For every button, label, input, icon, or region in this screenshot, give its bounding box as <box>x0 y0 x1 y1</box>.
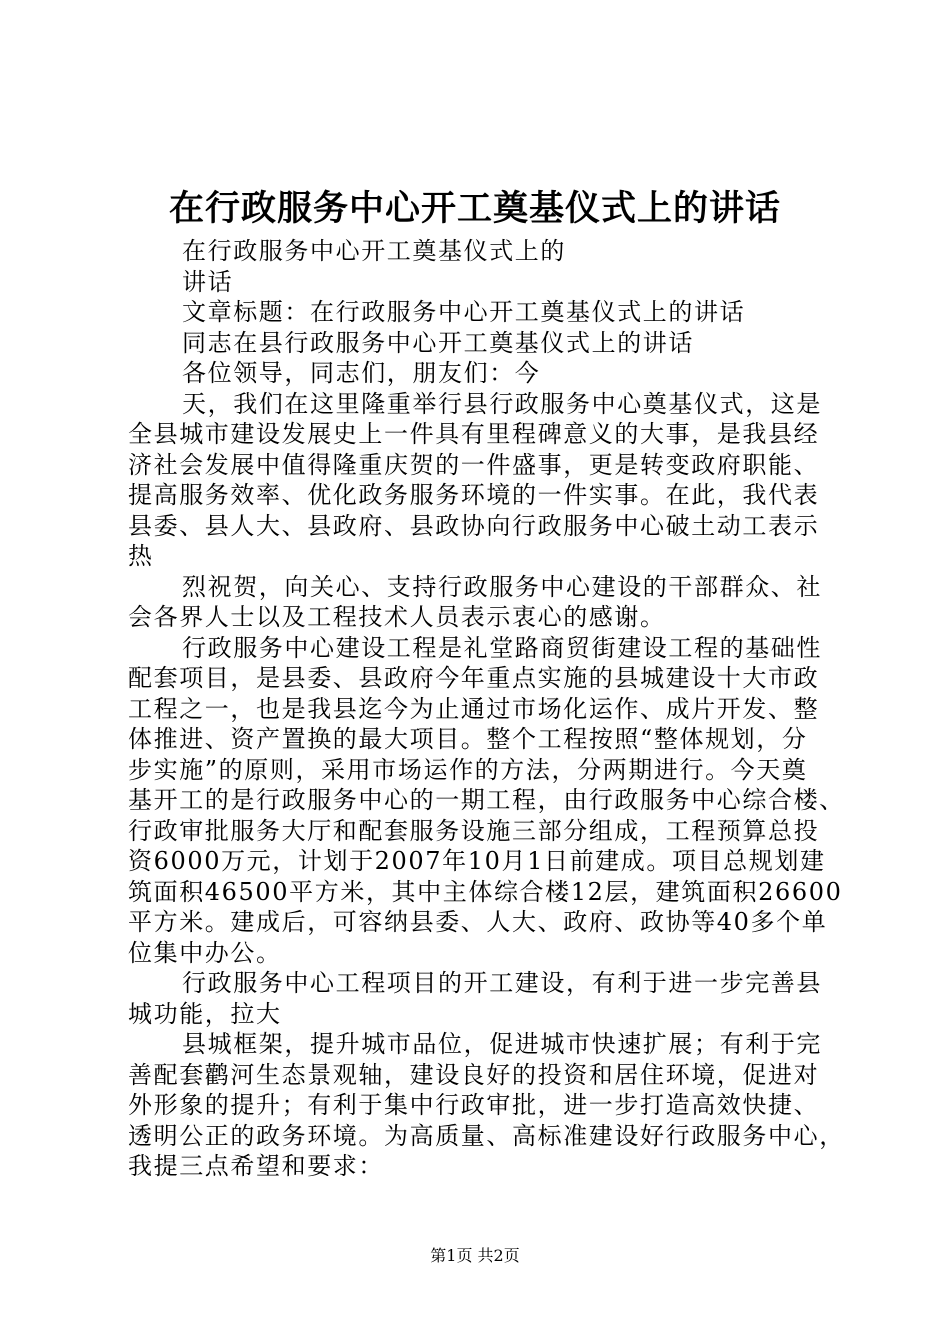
body-line: 在行政服务中心开工奠基仪式上的 <box>182 237 566 265</box>
document-body <box>128 236 845 1182</box>
body-line: 行政服务中心工程项目的开工建设，有利于进一步完善县 <box>182 969 822 997</box>
body-line: 外形象的提升；有利于集中行政审批，进一步打造高效快捷、 <box>128 1091 820 1119</box>
body-line: 济社会发展中值得隆重庆贺的一件盛事，更是转变政府职能、 <box>128 450 820 479</box>
body-line: 位集中办公。 <box>128 938 282 967</box>
body-line: 行政服务中心建设工程是礼堂路商贸街建设工程的基础性 <box>182 633 822 662</box>
page-footer: 第1页 共2页 <box>430 1246 520 1265</box>
body-line: 善配套鹳河生态景观轴，建设良好的投资和居住环境，促进对 <box>128 1060 820 1089</box>
body-line: 县城框架，提升城市品位，促进城市快速扩展；有利于完 <box>182 1030 822 1058</box>
body-line: 行政审批服务大厅和配套服务设施三部分组成，工程预算总投 <box>128 816 820 845</box>
body-line: 提高服务效率、优化政务服务环境的一件实事。在此，我代表 <box>128 481 820 509</box>
body-line: 透明公正的政务环境。为高质量、高标准建设好行政服务中心， <box>128 1121 845 1150</box>
document-title: 在行政服务中心开工奠基仪式上的讲话 <box>168 189 781 229</box>
body-line: 热 <box>128 542 154 570</box>
body-line: 筑面积46500平方米，其中主体综合楼12层，建筑面积26600 <box>128 877 843 906</box>
body-line: 同志在县行政服务中心开工奠基仪式上的讲话 <box>182 328 694 357</box>
body-line: 资6000万元，计划于2007年10月1日前建成。项目总规划建 <box>128 847 826 875</box>
body-line: 全县城市建设发展史上一件具有里程碑意义的大事，是我县经 <box>128 420 820 448</box>
body-line: 基开工的是行政服务中心的一期工程，由行政服务中心综合楼、 <box>128 786 845 814</box>
body-line: 体推进、资产置换的最大项目。整个工程按照“整体规划，分 <box>128 725 808 753</box>
body-line: 城功能，拉大 <box>128 999 282 1028</box>
body-line: 烈祝贺，向关心、支持行政服务中心建设的干部群众、社 <box>182 572 822 601</box>
body-line: 步实施”的原则，采用市场运作的方法，分两期进行。今天奠 <box>128 755 808 784</box>
body-line: 各位领导，同志们，朋友们：今 <box>182 359 541 387</box>
body-line: 配套项目，是县委、县政府今年重点实施的县城建设十大市政 <box>128 664 820 692</box>
body-line: 讲话 <box>182 267 234 296</box>
body-line: 会各界人士以及工程技术人员表示衷心的感谢。 <box>128 603 666 631</box>
body-line: 县委、县人大、县政府、县政协向行政服务中心破土动工表示 <box>128 511 820 540</box>
body-line: 工程之一，也是我县迄今为止通过市场化运作、成片开发、整 <box>128 694 820 723</box>
body-line: 文章标题：在行政服务中心开工奠基仪式上的讲话 <box>182 298 746 326</box>
body-line: 我提三点希望和要求： <box>128 1152 384 1180</box>
body-line: 天，我们在这里隆重举行县行政服务中心奠基仪式，这是 <box>182 389 822 418</box>
body-line: 平方米。建成后，可容纳县委、人大、政府、政协等40多个单 <box>128 908 828 936</box>
